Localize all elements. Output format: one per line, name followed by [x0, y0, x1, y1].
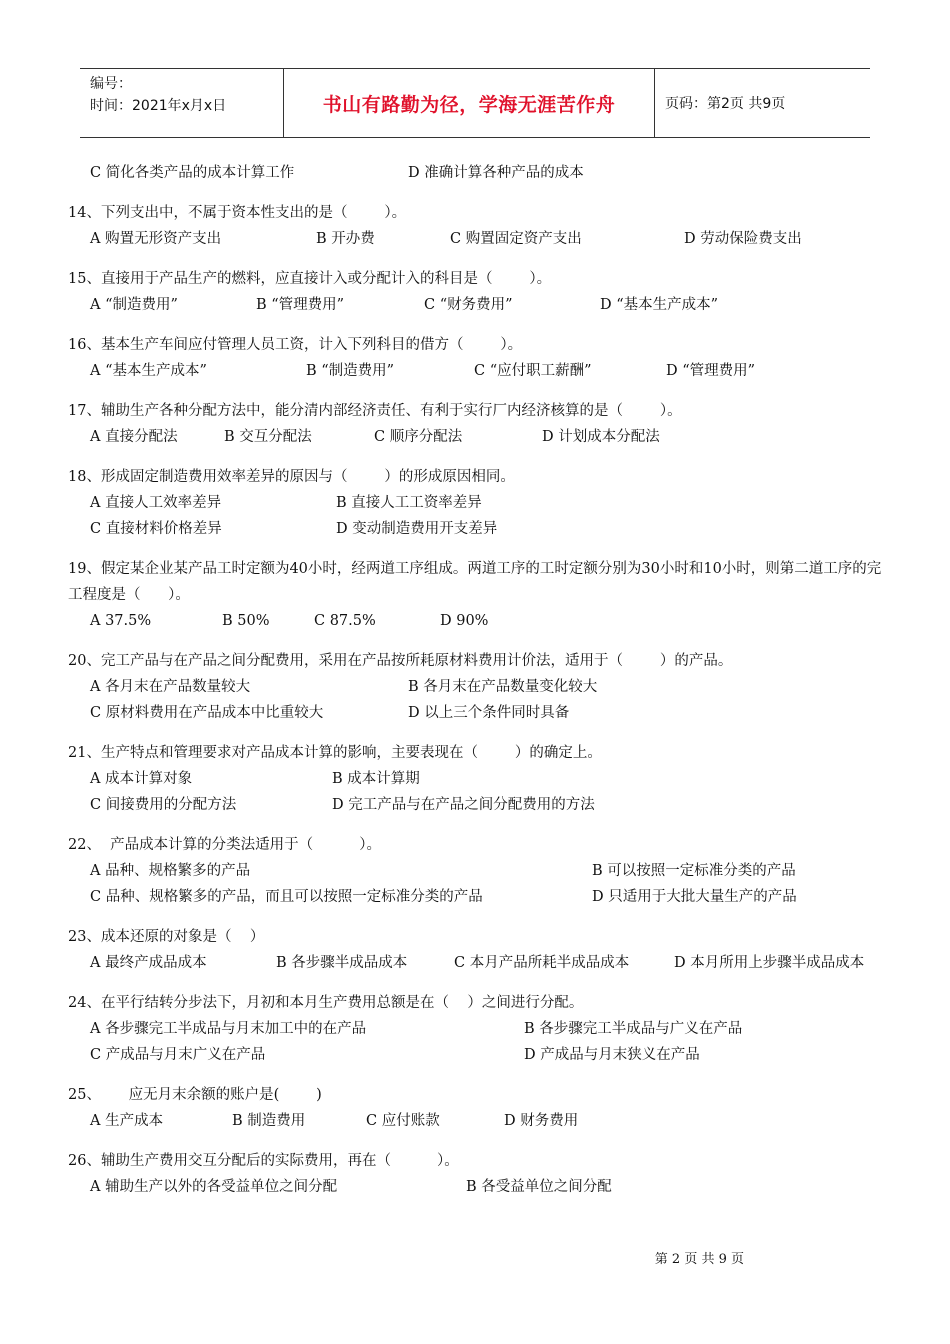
option-row [68, 608, 888, 634]
question-text: 16、基本生产车间应付管理人员工资，计入下列科目的借方（ ）。 [68, 337, 523, 353]
option-row [68, 1108, 888, 1134]
option: B 各步骤半成品成本 [276, 955, 408, 971]
question-item [68, 924, 888, 976]
option: C 本月产品所耗半成品成本 [454, 955, 630, 971]
page-header [80, 68, 870, 138]
option-row [68, 858, 888, 884]
question-item [68, 556, 888, 634]
option: B 直接人工工资率差异 [336, 495, 482, 511]
option-row [68, 766, 888, 792]
option: B 开办费 [316, 231, 375, 247]
option: A 辅助生产以外的各受益单位之间分配 [90, 1179, 338, 1195]
option: D “基本生产成本” [600, 297, 719, 313]
option: C 原材料费用在产品成本中比重较大 [90, 705, 324, 721]
option: D 本月所用上步骤半成品成本 [674, 955, 865, 971]
option: C 顺序分配法 [374, 429, 463, 445]
question-item [68, 332, 888, 384]
option: D 产成品与月末狭义在产品 [524, 1047, 700, 1063]
option-row [68, 292, 888, 318]
option: A 成本计算对象 [90, 771, 193, 787]
question-item [68, 398, 888, 450]
option: D 只适用于大批大量生产的产品 [592, 889, 797, 905]
question-text: 25、 应无月末余额的账户是( ) [68, 1087, 322, 1103]
number-label: 编号： [90, 76, 132, 92]
carry-over-options [68, 160, 888, 186]
question-text: 26、辅助生产费用交互分配后的实际费用，再在（ ）。 [68, 1153, 459, 1169]
option-row [68, 950, 888, 976]
option-row [68, 1042, 888, 1068]
question-text: 20、完工产品与在产品之间分配费用，采用在产品按所耗原材料费用计价法，适用于（ ）的产品。 [68, 653, 733, 669]
option: B 各步骤完工半成品与广义在产品 [524, 1021, 743, 1037]
question-text: 19、假定某企业某产品工时定额为40小时，经两道工序组成。两道工序的工时定额分别为30小时和10小时，则第二道工序的完工程度是（ ）。 [68, 561, 882, 603]
option: D 财务费用 [504, 1113, 579, 1129]
option: B 制造费用 [232, 1113, 306, 1129]
question-item [68, 832, 888, 910]
option-row [68, 700, 888, 726]
header-motto: 书山有路勤为径，学海无涯苦作舟 [283, 69, 655, 137]
option-row [68, 358, 888, 384]
option: A 37.5% [90, 613, 152, 629]
option: C 间接费用的分配方法 [90, 797, 237, 813]
option: C 87.5% [314, 613, 376, 629]
question-text: 24、在平行结转分步法下，月初和本月生产费用总额是在（ ）之间进行分配。 [68, 995, 584, 1011]
question-text: 22、 产品成本计算的分类法适用于（ ）。 [68, 837, 382, 853]
option: A 最终产成品成本 [90, 955, 207, 971]
option: D “管理费用” [666, 363, 756, 379]
option: B “管理费用” [256, 297, 345, 313]
question-item [68, 200, 888, 252]
page-footer [0, 1248, 950, 1267]
option-row [68, 792, 888, 818]
option: B “制造费用” [306, 363, 395, 379]
option: C “应付职工薪酬” [474, 363, 592, 379]
option-row [68, 674, 888, 700]
option: B 50% [222, 613, 270, 629]
header-meta [80, 69, 283, 137]
header-page-info: 页码：第2页 共9页 [665, 96, 786, 112]
question-item [68, 740, 888, 818]
option-row [68, 516, 888, 542]
option: A 直接人工效率差异 [90, 495, 222, 511]
option: B 交互分配法 [224, 429, 312, 445]
question-text: 14、下列支出中，不属于资本性支出的是（ ）。 [68, 205, 407, 221]
option: B 各月末在产品数量变化较大 [408, 679, 598, 695]
option-row [68, 490, 888, 516]
question-item [68, 1082, 888, 1134]
option: B 各受益单位之间分配 [466, 1179, 612, 1195]
option: D 计划成本分配法 [542, 429, 660, 445]
option-row [68, 1174, 888, 1200]
question-item [68, 648, 888, 726]
option: D 90% [440, 613, 489, 629]
option-row [68, 424, 888, 450]
option: C “财务费用” [424, 297, 513, 313]
option: D 劳动保险费支出 [684, 231, 802, 247]
question-text: 23、成本还原的对象是（ ） [68, 929, 265, 945]
question-item [68, 464, 888, 542]
option-row [68, 884, 888, 910]
option: B 成本计算期 [332, 771, 420, 787]
option: A 各月末在产品数量较大 [90, 679, 251, 695]
option: A 生产成本 [90, 1113, 164, 1129]
option: A 购置无形资产支出 [90, 231, 222, 247]
option: D 完工产品与在产品之间分配费用的方法 [332, 797, 595, 813]
option-row [68, 160, 888, 186]
option: C 简化各类产品的成本计算工作 [90, 165, 295, 181]
question-text: 15、直接用于产品生产的燃料，应直接计入或分配计入的科目是（ ）。 [68, 271, 552, 287]
question-text: 21、生产特点和管理要求对产品成本计算的影响，主要表现在（ ）的确定上。 [68, 745, 602, 761]
question-item [68, 266, 888, 318]
option: C 产成品与月末广义在产品 [90, 1047, 266, 1063]
option: D 以上三个条件同时具备 [408, 705, 570, 721]
option: D 准确计算各种产品的成本 [408, 165, 584, 181]
option: A 直接分配法 [90, 429, 178, 445]
question-item [68, 1148, 888, 1200]
question-text: 17、辅助生产各种分配方法中，能分清内部经济责任、有利于实行厂内经济核算的是（ ）。 [68, 403, 682, 419]
question-list [68, 160, 888, 1214]
footer-page-number: 第 2 页 共 9 页 [654, 1252, 744, 1267]
option: A “基本生产成本” [90, 363, 207, 379]
option: A 各步骤完工半成品与月末加工中的在产品 [90, 1021, 367, 1037]
option: A “制造费用” [90, 297, 178, 313]
option-row [68, 1016, 888, 1042]
option: A 品种、规格繁多的产品 [90, 863, 251, 879]
option-row [68, 226, 888, 252]
question-item [68, 990, 888, 1068]
option: C 直接材料价格差异 [90, 521, 222, 537]
option: C 品种、规格繁多的产品，而且可以按照一定标准分类的产品 [90, 889, 483, 905]
option: C 应付账款 [366, 1113, 440, 1129]
option: B 可以按照一定标准分类的产品 [592, 863, 796, 879]
question-text: 18、形成固定制造费用效率差异的原因与（ ）的形成原因相同。 [68, 469, 515, 485]
option: D 变动制造费用开支差异 [336, 521, 498, 537]
time-label: 时间：2021年x月x日 [90, 98, 227, 114]
option: C 购置固定资产支出 [450, 231, 582, 247]
